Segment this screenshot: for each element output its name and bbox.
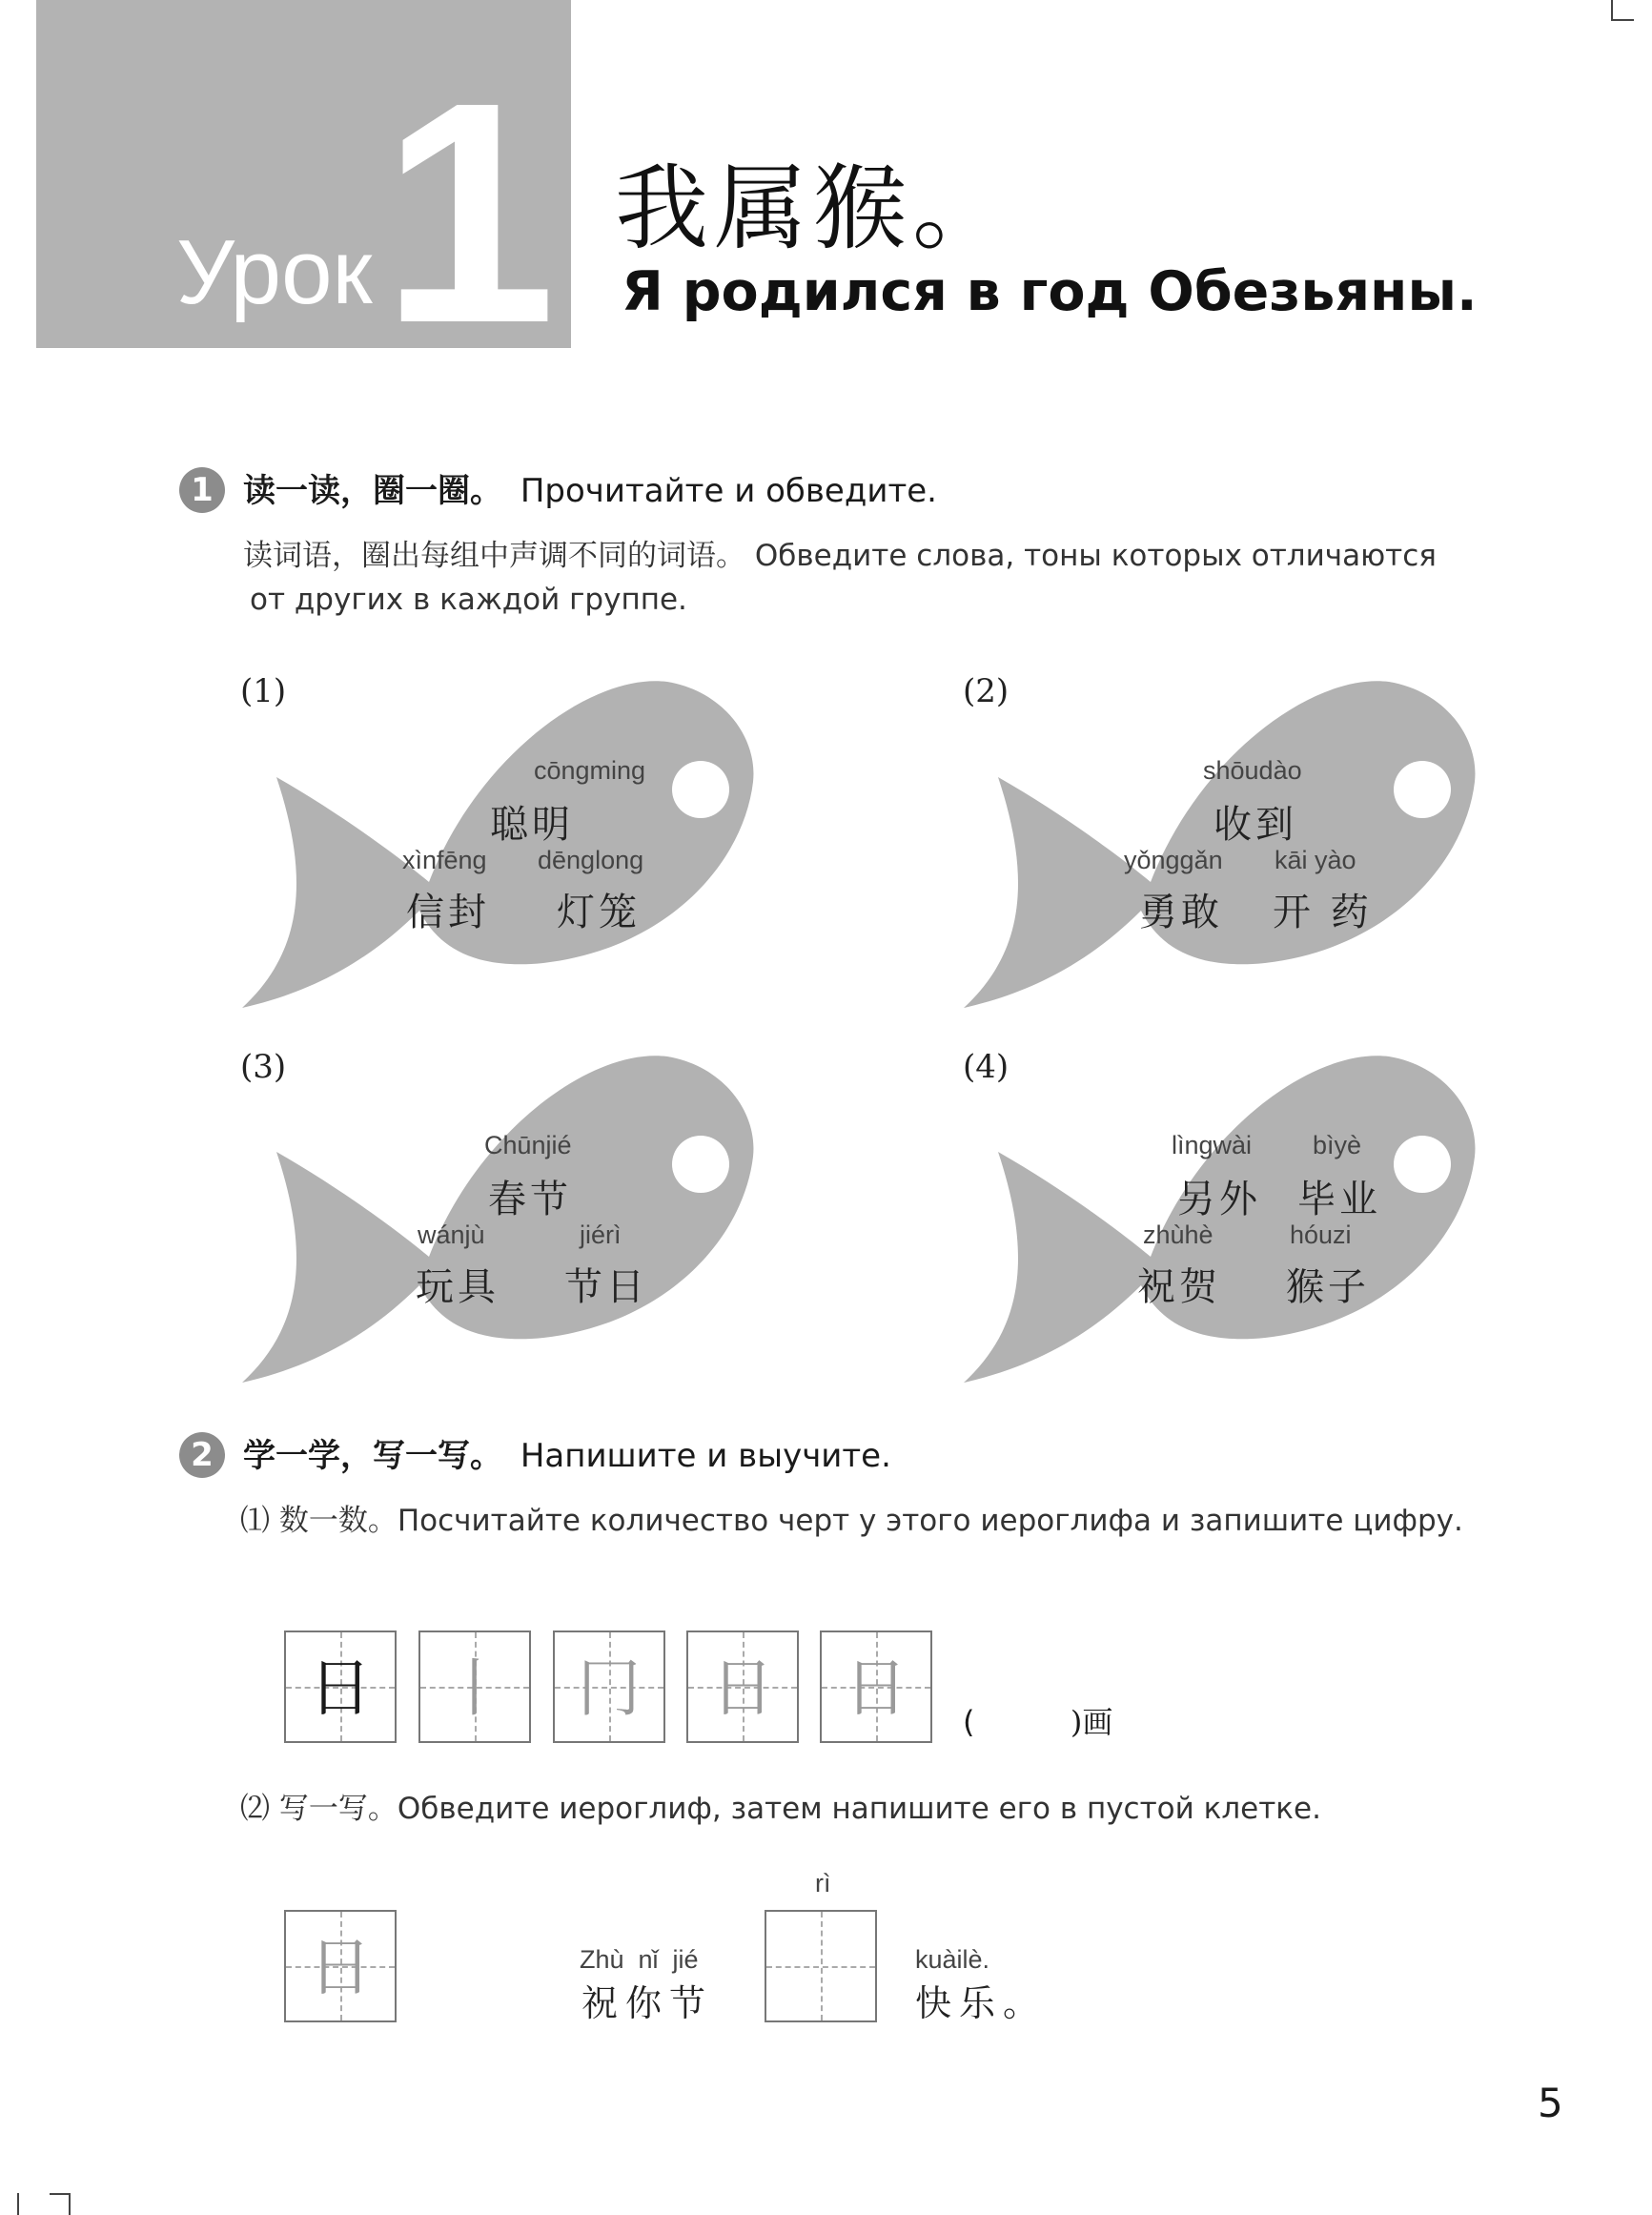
group-4-label: (4): [963, 1048, 1010, 1086]
hanzi: 春节: [488, 1178, 572, 1221]
section-2-heading-ru: Напишите и выучите.: [520, 1437, 891, 1475]
lesson-number: 1: [381, 36, 557, 388]
section-1-heading-zh: 读一读，圈一圈。: [243, 472, 502, 510]
fish-group-3: [238, 1047, 763, 1390]
answer-open: (: [963, 1704, 975, 1740]
page-number: 5: [1538, 2080, 1563, 2126]
hanzi: 聪明: [490, 803, 574, 847]
sentence-hanzi-before: 祝你节: [581, 1982, 714, 2024]
fish-group-4: [960, 1047, 1484, 1390]
trace-box[interactable]: [284, 1910, 397, 2022]
part-1-label: ⑴: [240, 1504, 270, 1538]
trace-glyph: 日: [309, 1931, 372, 2004]
pinyin: xìnfēng: [402, 846, 487, 874]
lesson-word: Урок: [176, 221, 373, 323]
part-1-text: 数一数。Посчитайте количество черт у этого иероглифа и запишите цифру.: [278, 1504, 1463, 1538]
sentence-pinyin-after: kuàilè.: [915, 1945, 990, 1974]
title-chinese: 我属猴。: [615, 154, 1012, 263]
pinyin: shōudào: [1203, 756, 1302, 785]
stroke-box-4: [686, 1630, 799, 1743]
section-1-instruction-line1: 读词语，圈出每组中声调不同的词语。 Обведите слова, тоны которых отличаются: [243, 539, 1437, 573]
section-1-badge: 1: [179, 467, 225, 513]
part-1-instruction: [240, 1504, 1463, 1538]
fish-eye: [1394, 1136, 1451, 1193]
stroke-glyph: 丨: [443, 1651, 506, 1725]
hanzi: 另外: [1177, 1178, 1261, 1221]
answer-close: )画: [1070, 1704, 1113, 1740]
stroke-box-1: [284, 1630, 397, 1743]
fish-group-2: [960, 672, 1484, 1015]
hanzi: 毕业: [1297, 1178, 1381, 1221]
section-2-badge: 2: [179, 1432, 225, 1478]
stroke-glyph: 日: [845, 1651, 908, 1725]
pinyin: wánjù: [418, 1220, 485, 1249]
crop-mark: [69, 2193, 71, 2215]
stroke-glyph: 冂: [578, 1651, 641, 1725]
crop-mark: [1613, 19, 1634, 21]
section-1-heading: [243, 472, 937, 510]
fish-group-1: [238, 672, 763, 1015]
pinyin: yǒnggǎn: [1124, 846, 1223, 874]
pinyin: hóuzi: [1290, 1220, 1352, 1249]
pinyin: jiérì: [580, 1220, 622, 1249]
hanzi: 开 药: [1273, 891, 1373, 934]
hanzi: 猴子: [1286, 1265, 1370, 1309]
fish-eye: [672, 1136, 729, 1193]
part-2-instruction: [240, 1792, 1321, 1826]
hanzi: 玩具: [416, 1265, 500, 1309]
group-3-label: (3): [240, 1048, 287, 1086]
pinyin: dēnglong: [538, 846, 644, 874]
stroke-count-answer: [963, 1704, 1113, 1740]
stroke-glyph: 日: [309, 1651, 372, 1725]
hanzi: 收到: [1214, 803, 1297, 847]
hanzi: 信封: [406, 891, 490, 934]
hanzi: 节日: [564, 1265, 648, 1309]
blank-pinyin: rì: [815, 1869, 831, 1897]
hanzi: 祝贺: [1137, 1265, 1221, 1309]
crop-mark: [1611, 0, 1613, 21]
stroke-box-3: [553, 1630, 665, 1743]
sentence-pinyin-before: Zhù nǐ jié: [580, 1945, 699, 1974]
pinyin: kāi yào: [1275, 846, 1356, 874]
fish-eye: [1394, 761, 1451, 818]
hanzi: 勇敢: [1139, 891, 1223, 934]
crop-mark: [50, 2193, 71, 2195]
sentence-hanzi-after: 快乐。: [915, 1982, 1048, 2024]
stroke-box-2: [418, 1630, 531, 1743]
section-2-heading-zh: 学一学，写一写。: [243, 1437, 502, 1475]
section-2-heading: [243, 1437, 891, 1475]
stroke-glyph: 日: [711, 1651, 774, 1725]
pinyin: Chūnjié: [484, 1131, 572, 1159]
group-1-label: (1): [240, 672, 287, 710]
crop-mark: [17, 2193, 19, 2215]
stroke-box-5: [820, 1630, 932, 1743]
group-2-label: (2): [963, 672, 1010, 710]
part-2-label: ⑵: [240, 1792, 270, 1826]
hanzi: 灯笼: [557, 891, 641, 934]
section-1-instruction-line2: от других в каждой группе.: [250, 583, 687, 617]
pinyin: bìyè: [1313, 1131, 1362, 1159]
section-1-heading-ru: Прочитайте и обведите.: [520, 472, 937, 510]
fish-eye: [672, 761, 729, 818]
part-2-text: 写一写。Обведите иероглиф, затем напишите его в пустой клетке.: [278, 1792, 1321, 1826]
pinyin: lìngwài: [1172, 1131, 1253, 1159]
write-box[interactable]: [765, 1910, 877, 2022]
pinyin: zhùhè: [1143, 1220, 1214, 1249]
title-russian: Я родился в год Обезьяны.: [622, 260, 1478, 323]
pinyin: cōngming: [534, 756, 646, 785]
